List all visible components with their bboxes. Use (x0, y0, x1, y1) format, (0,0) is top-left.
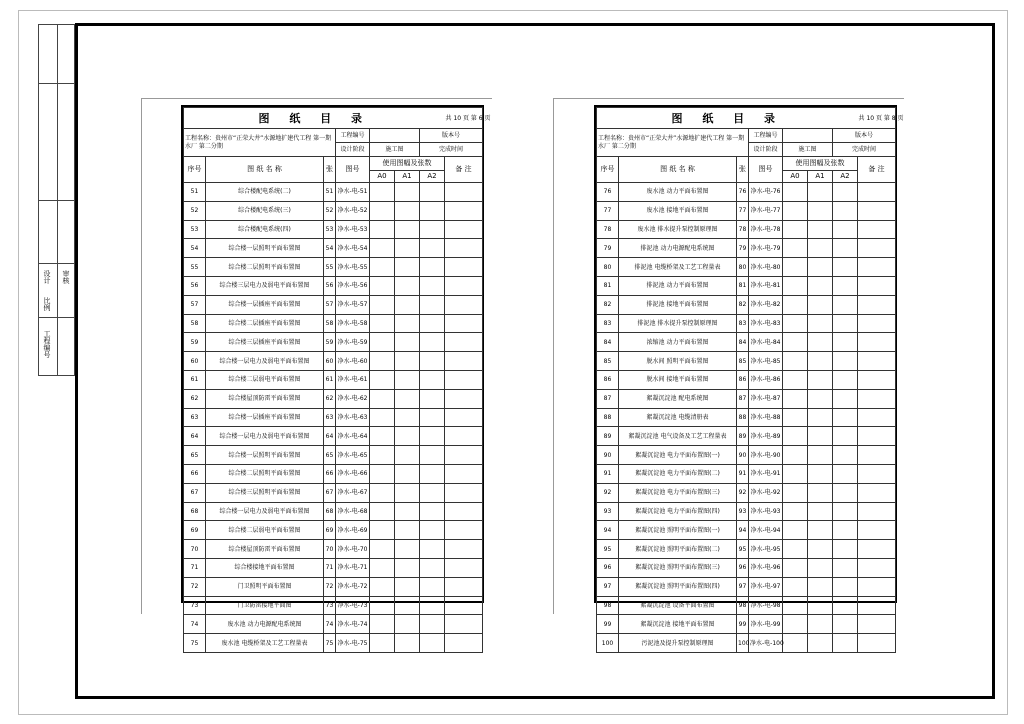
row-sheet: 84 (737, 333, 749, 352)
version-label: 版本号 (420, 129, 483, 143)
row-sheet: 77 (737, 201, 749, 220)
row-no: 95 (597, 540, 619, 559)
row-code: 净水-电-80 (749, 258, 783, 277)
row-code: 净水-电-87 (749, 389, 783, 408)
row-code: 净水-电-71 (336, 558, 370, 577)
row-sheet: 78 (737, 220, 749, 239)
row-name: 综合楼屋顶防雷平面布置图 (206, 389, 324, 408)
row-sheet: 86 (737, 370, 749, 389)
row-sheet: 66 (324, 464, 336, 483)
row-no: 71 (184, 558, 206, 577)
row-code: 净水-电-77 (749, 201, 783, 220)
row-name: 综合楼三层电力及弱电平面布置图 (206, 276, 324, 295)
row-sheet: 52 (324, 201, 336, 220)
row-sheet: 88 (737, 408, 749, 427)
table-row (184, 201, 483, 220)
row-sheet: 81 (737, 276, 749, 295)
row-sheet: 96 (737, 558, 749, 577)
row-code: 净水-电-61 (336, 370, 370, 389)
row-code: 净水-电-56 (336, 276, 370, 295)
row-sheet: 56 (324, 276, 336, 295)
row-no: 91 (597, 464, 619, 483)
row-code: 净水-电-60 (336, 352, 370, 371)
row-name: 废水池 动力平面布置图 (619, 183, 737, 202)
col-header-drawing-no: 图号 (749, 157, 783, 183)
page-count: 共 10 页 第 8 页 (858, 108, 896, 129)
row-no: 51 (184, 183, 206, 202)
row-code: 净水-电-70 (336, 540, 370, 559)
row-sheet: 94 (737, 521, 749, 540)
row-sheet: 70 (324, 540, 336, 559)
row-no: 82 (597, 295, 619, 314)
row-sheet: 55 (324, 258, 336, 277)
row-name: 絮凝沉淀池 电力平面布置图(一) (619, 446, 737, 465)
row-code: 净水-电-84 (749, 333, 783, 352)
row-sheet: 97 (737, 577, 749, 596)
table-row (597, 427, 896, 446)
row-no: 96 (597, 558, 619, 577)
row-sheet: 59 (324, 333, 336, 352)
table-row (184, 370, 483, 389)
row-name: 综合楼二层照明平面布置图 (206, 464, 324, 483)
row-code: 净水-电-69 (336, 521, 370, 540)
table-row (184, 502, 483, 521)
row-no: 93 (597, 502, 619, 521)
table-row (597, 483, 896, 502)
row-name: 综合楼三层照明平面布置图 (206, 483, 324, 502)
table-row (597, 258, 896, 277)
row-sheet: 93 (737, 502, 749, 521)
table-row (184, 464, 483, 483)
row-no: 69 (184, 521, 206, 540)
row-name: 废水池 动力电源配电系统图 (206, 615, 324, 634)
row-code: 净水-电-83 (749, 314, 783, 333)
size-header: A1 (395, 171, 420, 183)
table-row (184, 408, 483, 427)
row-sheet: 63 (324, 408, 336, 427)
row-sheet: 91 (737, 464, 749, 483)
row-name: 综合楼一层插座平面布置图 (206, 295, 324, 314)
row-sheet: 98 (737, 596, 749, 615)
row-sheet: 75 (324, 634, 336, 653)
row-code: 净水-电-78 (749, 220, 783, 239)
row-no: 100 (597, 634, 619, 653)
row-sheet: 74 (324, 615, 336, 634)
row-code: 净水-电-96 (749, 558, 783, 577)
row-code: 净水-电-97 (749, 577, 783, 596)
row-no: 78 (597, 220, 619, 239)
row-name: 综合楼二层弱电平面布置图 (206, 370, 324, 389)
row-sheet: 92 (737, 483, 749, 502)
row-no: 59 (184, 333, 206, 352)
catalog-left (181, 105, 491, 647)
completion-label: 完成时间 (833, 143, 896, 157)
table-row (597, 314, 896, 333)
table-row (184, 540, 483, 559)
row-no: 94 (597, 521, 619, 540)
row-no: 76 (597, 183, 619, 202)
row-name: 综合楼三层插座平面布置图 (206, 333, 324, 352)
row-code: 净水-电-64 (336, 427, 370, 446)
col-header-sheet: 张 (737, 157, 749, 183)
row-no: 84 (597, 333, 619, 352)
row-code: 净水-电-68 (336, 502, 370, 521)
row-code: 净水-电-74 (336, 615, 370, 634)
construction-label: 施工图 (370, 143, 420, 157)
row-no: 83 (597, 314, 619, 333)
project-name: 工程名称：贵州市“正荣大井”水源地扩建代工程 第一期水厂 第二分期 (597, 129, 749, 157)
table-row (184, 558, 483, 577)
project-name: 工程名称：贵州市“正荣大井”水源地扩建代工程 第一期水厂 第二分期 (184, 129, 336, 157)
row-sheet: 90 (737, 446, 749, 465)
row-sheet: 82 (737, 295, 749, 314)
row-sheet: 58 (324, 314, 336, 333)
table-row (597, 464, 896, 483)
row-no: 62 (184, 389, 206, 408)
design-stage-label: 设计阶段 (336, 143, 370, 157)
row-code: 净水-电-81 (749, 276, 783, 295)
row-name: 絮凝沉淀池 照明平面布置图(三) (619, 558, 737, 577)
table-row (597, 558, 896, 577)
row-name: 综合楼配电系统(四) (206, 220, 324, 239)
row-no: 89 (597, 427, 619, 446)
row-code: 净水-电-98 (749, 596, 783, 615)
row-name: 综合楼一层插座平面布置图 (206, 408, 324, 427)
row-sheet: 67 (324, 483, 336, 502)
construction-label: 施工图 (783, 143, 833, 157)
catalog-right (594, 105, 904, 647)
table-row (184, 427, 483, 446)
row-sheet: 53 (324, 220, 336, 239)
size-header: A2 (420, 171, 445, 183)
row-no: 60 (184, 352, 206, 371)
row-name: 综合楼接地平面布置图 (206, 558, 324, 577)
row-code: 净水-电-54 (336, 239, 370, 258)
row-name: 排泥池 电缆桥架及工艺工程量表 (619, 258, 737, 277)
row-code: 净水-电-76 (749, 183, 783, 202)
row-name: 排泥池 动力电源配电系统图 (619, 239, 737, 258)
row-name: 综合楼屋顶防雷平面布置图 (206, 540, 324, 559)
row-code: 净水-电-88 (749, 408, 783, 427)
col-header-no: 序号 (597, 157, 619, 183)
table-row (597, 276, 896, 295)
table-row (184, 183, 483, 202)
row-sheet: 99 (737, 615, 749, 634)
row-no: 88 (597, 408, 619, 427)
row-sheet: 57 (324, 295, 336, 314)
size-header: A0 (370, 171, 395, 183)
table-row (597, 295, 896, 314)
table-row (597, 389, 896, 408)
table-row (597, 333, 896, 352)
row-sheet: 95 (737, 540, 749, 559)
row-code: 净水-电-72 (336, 577, 370, 596)
row-sheet: 89 (737, 427, 749, 446)
row-sheet: 87 (737, 389, 749, 408)
table-row (184, 258, 483, 277)
row-no: 53 (184, 220, 206, 239)
table-row (597, 634, 896, 653)
row-name: 絮凝沉淀池 电力平面布置图(二) (619, 464, 737, 483)
row-code: 净水-电-86 (749, 370, 783, 389)
catalog-table (183, 107, 491, 653)
row-no: 99 (597, 615, 619, 634)
col-header-drawing-no: 图号 (336, 157, 370, 183)
row-sheet: 73 (324, 596, 336, 615)
row-code: 净水-电-94 (749, 521, 783, 540)
strip-label-designer: 设计 (43, 270, 51, 284)
row-code: 净水-电-63 (336, 408, 370, 427)
size-header: A0 (783, 171, 808, 183)
row-no: 77 (597, 201, 619, 220)
row-name: 脱水间 照明平面布置图 (619, 352, 737, 371)
row-sheet: 62 (324, 389, 336, 408)
row-no: 74 (184, 615, 206, 634)
row-sheet: 72 (324, 577, 336, 596)
col-header-remark: 备 注 (858, 157, 896, 183)
row-name: 脱水间 接地平面布置图 (619, 370, 737, 389)
table-row (184, 295, 483, 314)
design-no-label: 工程编号 (749, 129, 783, 143)
table-row (597, 408, 896, 427)
row-code: 净水-电-65 (336, 446, 370, 465)
col-header-sheet: 张 (324, 157, 336, 183)
table-row (184, 239, 483, 258)
row-sheet: 69 (324, 521, 336, 540)
row-no: 86 (597, 370, 619, 389)
row-name: 浓缩池 动力平面布置图 (619, 333, 737, 352)
row-no: 97 (597, 577, 619, 596)
row-sheet: 79 (737, 239, 749, 258)
table-row (184, 389, 483, 408)
row-name: 絮凝沉淀池 配电系统图 (619, 389, 737, 408)
table-row (597, 577, 896, 596)
row-code: 净水-电-59 (336, 333, 370, 352)
col-header-no: 序号 (184, 157, 206, 183)
row-sheet: 54 (324, 239, 336, 258)
row-code: 净水-电-66 (336, 464, 370, 483)
table-row (597, 239, 896, 258)
row-name: 综合楼一层照明平面布置图 (206, 446, 324, 465)
table-row (597, 521, 896, 540)
row-name: 絮凝沉淀池 电气设备及工艺工程量表 (619, 427, 737, 446)
table-row (184, 220, 483, 239)
table-row (597, 540, 896, 559)
row-name: 絮凝沉淀池 电缆清册表 (619, 408, 737, 427)
row-no: 92 (597, 483, 619, 502)
row-code: 净水-电-99 (749, 615, 783, 634)
row-no: 68 (184, 502, 206, 521)
design-stage-label: 设计阶段 (749, 143, 783, 157)
table-row (184, 314, 483, 333)
row-code: 净水-电-92 (749, 483, 783, 502)
table-row (184, 446, 483, 465)
table-row (597, 370, 896, 389)
row-name: 门卫防雷接地平面图 (206, 596, 324, 615)
row-code: 净水-电-53 (336, 220, 370, 239)
row-code: 净水-电-75 (336, 634, 370, 653)
catalog-title: 图 纸 目 录 (184, 108, 445, 129)
row-no: 75 (184, 634, 206, 653)
design-no-label: 工程编号 (336, 129, 370, 143)
table-row (597, 615, 896, 634)
row-code: 净水-电-82 (749, 295, 783, 314)
row-sheet: 71 (324, 558, 336, 577)
row-name: 絮凝沉淀池 电力平面布置图(三) (619, 483, 737, 502)
table-row (184, 615, 483, 634)
strip-divider (39, 83, 74, 84)
table-row (184, 483, 483, 502)
size-header: A1 (808, 171, 833, 183)
row-no: 64 (184, 427, 206, 446)
row-no: 70 (184, 540, 206, 559)
table-row (597, 502, 896, 521)
catalog-title: 图 纸 目 录 (597, 108, 858, 129)
strip-divider (39, 317, 74, 318)
table-row (184, 333, 483, 352)
row-sheet: 85 (737, 352, 749, 371)
row-no: 73 (184, 596, 206, 615)
row-name: 废水池 接地平面布置图 (619, 201, 737, 220)
row-name: 排泥池 动力平面布置图 (619, 276, 737, 295)
size-header: A2 (833, 171, 858, 183)
strip-divider (39, 200, 74, 201)
row-no: 57 (184, 295, 206, 314)
row-no: 98 (597, 596, 619, 615)
row-name: 絮凝沉淀池 接地平面布置图 (619, 615, 737, 634)
completion-label: 完成时间 (420, 143, 483, 157)
version-label: 版本号 (833, 129, 896, 143)
table-row (597, 352, 896, 371)
strip-label-reviewer: 审核 (62, 270, 70, 284)
row-no: 65 (184, 446, 206, 465)
row-name: 絮凝沉淀池 照明平面布置图(四) (619, 577, 737, 596)
row-sheet: 60 (324, 352, 336, 371)
row-name: 废水池 排水提升泵控制原理图 (619, 220, 737, 239)
row-no: 90 (597, 446, 619, 465)
catalog-table (596, 107, 904, 653)
page-count: 共 10 页 第 6 页 (445, 108, 483, 129)
row-name: 污泥池及提升泵控制原理图 (619, 634, 737, 653)
row-name: 综合楼二层插座平面布置图 (206, 314, 324, 333)
row-name: 综合楼配电系统(二) (206, 183, 324, 202)
row-code: 净水-电-79 (749, 239, 783, 258)
row-name: 排泥池 接地平面布置图 (619, 295, 737, 314)
row-name: 废水池 电缆桥架及工艺工程量表 (206, 634, 324, 653)
row-code: 净水-电-73 (336, 596, 370, 615)
row-code: 净水-电-85 (749, 352, 783, 371)
row-name: 絮凝沉淀池 照明平面布置图(二) (619, 540, 737, 559)
table-row (597, 596, 896, 615)
row-no: 54 (184, 239, 206, 258)
row-no: 58 (184, 314, 206, 333)
strip-label-scale: 比例 (43, 297, 51, 311)
row-name: 综合楼二层照明平面布置图 (206, 258, 324, 277)
row-no: 81 (597, 276, 619, 295)
row-sheet: 51 (324, 183, 336, 202)
row-code: 净水-电-52 (336, 201, 370, 220)
title-side-strip (38, 24, 75, 376)
col-header-remark: 备 注 (445, 157, 483, 183)
row-no: 52 (184, 201, 206, 220)
table-row (184, 521, 483, 540)
col-header-sizes: 使用图幅及张数 (370, 157, 445, 171)
row-name: 综合楼一层电力及弱电平面布置图 (206, 352, 324, 371)
row-name: 絮凝沉淀池 电力平面布置图(四) (619, 502, 737, 521)
row-name: 排泥池 排水提升泵控制原理图 (619, 314, 737, 333)
table-row (184, 596, 483, 615)
row-sheet: 61 (324, 370, 336, 389)
row-no: 63 (184, 408, 206, 427)
row-sheet: 83 (737, 314, 749, 333)
row-name: 综合楼一层电力及弱电平面布置图 (206, 502, 324, 521)
row-no: 61 (184, 370, 206, 389)
row-no: 79 (597, 239, 619, 258)
table-row (184, 577, 483, 596)
row-code: 净水-电-57 (336, 295, 370, 314)
table-row (597, 446, 896, 465)
row-code: 净水-电-58 (336, 314, 370, 333)
row-name: 综合楼配电系统(三) (206, 201, 324, 220)
table-row (184, 352, 483, 371)
row-no: 80 (597, 258, 619, 277)
row-code: 净水-电-62 (336, 389, 370, 408)
table-row (184, 276, 483, 295)
row-code: 净水-电-67 (336, 483, 370, 502)
row-name: 门卫照明平面布置图 (206, 577, 324, 596)
row-sheet: 80 (737, 258, 749, 277)
row-code: 净水-电-91 (749, 464, 783, 483)
strip-divider (39, 263, 74, 264)
row-code: 净水-电-51 (336, 183, 370, 202)
row-sheet: 76 (737, 183, 749, 202)
row-code: 净水-电-95 (749, 540, 783, 559)
row-code: 净水-电-90 (749, 446, 783, 465)
row-code: 净水-电-89 (749, 427, 783, 446)
row-name: 絮凝沉淀池 照明平面布置图(一) (619, 521, 737, 540)
col-header-name: 图 纸 名 称 (206, 157, 324, 183)
row-name: 综合楼一层照明平面布置图 (206, 239, 324, 258)
row-code: 净水-电-100 (749, 634, 783, 653)
table-row (597, 220, 896, 239)
row-no: 66 (184, 464, 206, 483)
row-sheet: 100 (737, 634, 749, 653)
row-code: 净水-电-55 (336, 258, 370, 277)
row-name: 综合楼一层电力及弱电平面布置图 (206, 427, 324, 446)
table-row (597, 183, 896, 202)
row-no: 85 (597, 352, 619, 371)
row-no: 55 (184, 258, 206, 277)
row-sheet: 65 (324, 446, 336, 465)
row-name: 综合楼二层弱电平面布置图 (206, 521, 324, 540)
table-row (597, 201, 896, 220)
row-name: 絮凝沉淀池 设备平面布置图 (619, 596, 737, 615)
row-sheet: 64 (324, 427, 336, 446)
row-no: 56 (184, 276, 206, 295)
col-header-name: 图 纸 名 称 (619, 157, 737, 183)
strip-label-project-no: 工程编号 (43, 330, 51, 358)
col-header-sizes: 使用图幅及张数 (783, 157, 858, 171)
row-code: 净水-电-93 (749, 502, 783, 521)
row-no: 67 (184, 483, 206, 502)
row-no: 72 (184, 577, 206, 596)
table-row (184, 634, 483, 653)
row-no: 87 (597, 389, 619, 408)
row-sheet: 68 (324, 502, 336, 521)
